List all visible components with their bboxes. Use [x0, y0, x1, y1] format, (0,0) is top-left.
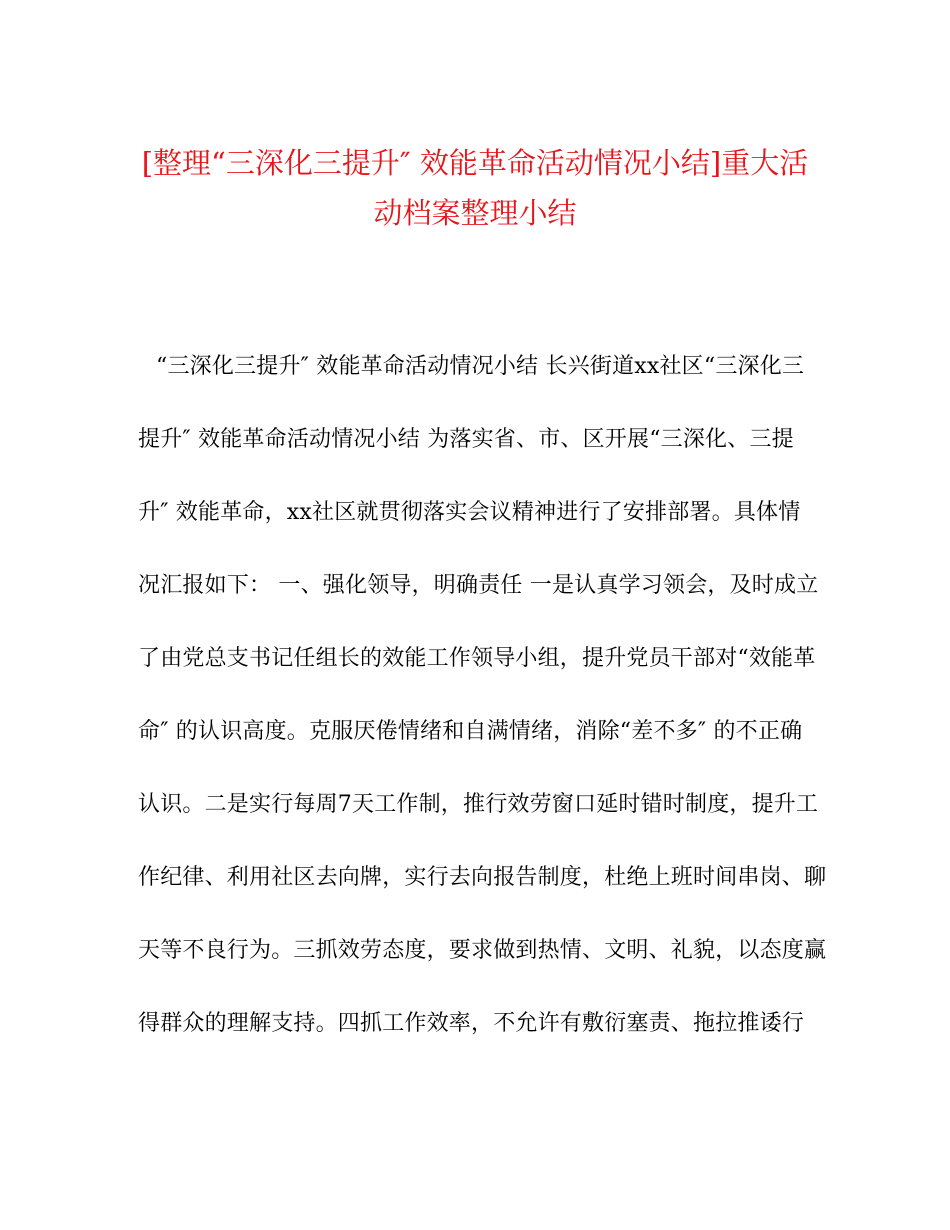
body-line: 命″ 的认识高度。克服厌倦情绪和自满情绪，消除“差不多″ 的不正确: [138, 719, 803, 744]
body-line: 天等不良行为。三抓效劳态度，要求做到热情、文明、礼貌，以态度赢: [138, 938, 827, 963]
title-line: [整理“三深化三提升″ 效能革命活动情况小结]重大活: [141, 146, 809, 180]
body-line: 况汇报如下： 一、强化领导，明确责任 一是认真学习领会，及时成立: [138, 573, 819, 598]
body-line: 作纪律、利用社区去向牌，实行去向报告制度，杜绝上班时间串岗、聊: [138, 865, 827, 890]
body-line: 提升″ 效能革命活动情况小结 为落实省、市、区开展“三深化、三提: [138, 427, 794, 452]
title-line: 动档案整理小结: [373, 196, 577, 230]
body-line: 认识。二是实行每周7天工作制，推行效劳窗口延时错时制度，提升工: [138, 792, 819, 817]
document-title: [100, 138, 850, 238]
body-line: 了由党总支书记任组长的效能工作领导小组，提升党员干部对“效能革: [138, 646, 816, 671]
body-line: “三深化三提升″ 效能革命活动情况小结 长兴街道xx社区“三深化三: [156, 354, 805, 379]
body-paragraph: [138, 345, 828, 1075]
body-line: 得群众的理解支持。四抓工作效率，不允许有敷衍塞责、拖拉推诿行: [138, 1011, 805, 1036]
body-line: 升″ 效能革命，xx社区就贯彻落实会议精神进行了安排部署。具体情: [138, 500, 801, 525]
